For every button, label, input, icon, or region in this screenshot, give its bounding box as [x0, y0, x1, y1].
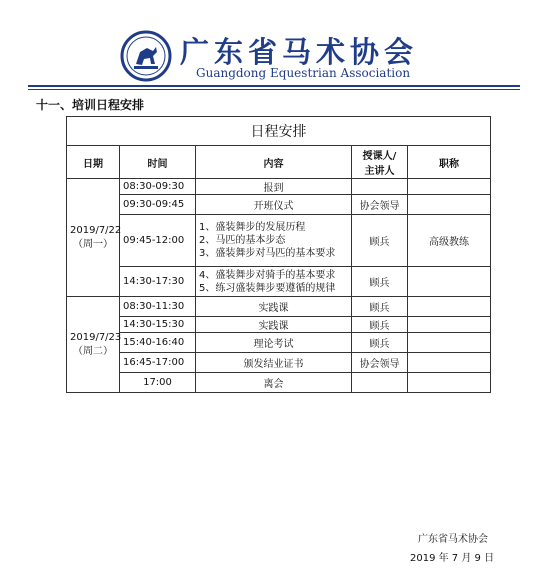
- header-lecturer-line2: 主讲人: [364, 166, 395, 177]
- content-cell: 实践课: [196, 317, 352, 333]
- org-name-chinese: 广东省马术协会: [180, 35, 419, 69]
- day1-date-cell: [67, 179, 120, 297]
- time-cell: 09:45-12:00: [120, 215, 196, 267]
- content-line: 5、练习盛装舞步要遵循的规律: [199, 282, 336, 294]
- lecturer-cell: 顾兵: [352, 333, 408, 353]
- lecturer-cell: [352, 179, 408, 195]
- schedule-table: [66, 116, 490, 418]
- header-divider: [28, 85, 520, 87]
- position-cell: [408, 353, 491, 373]
- content-cell: 颁发结业证书: [196, 353, 352, 373]
- time-cell: 14:30-17:30: [120, 267, 196, 297]
- lecturer-cell: 顾兵: [352, 267, 408, 297]
- table-row: [67, 215, 491, 267]
- content-cell: 离会: [196, 373, 352, 393]
- header-content: 内容: [196, 146, 352, 179]
- table-row: [67, 297, 491, 317]
- position-cell: [408, 317, 491, 333]
- day1-date: 2019/7/22: [70, 224, 122, 236]
- content-line: 2、马匹的基本步态: [199, 235, 286, 246]
- association-emblem-icon: [120, 30, 172, 82]
- time-cell: 08:30-11:30: [120, 297, 196, 317]
- position-cell: [408, 179, 491, 195]
- header-time: 时间: [120, 146, 196, 179]
- lecturer-cell: 顾兵: [352, 215, 408, 267]
- header-lecturer-line1: 授课人/: [362, 151, 397, 162]
- content-cell: 开班仪式: [196, 195, 352, 215]
- content-line: 1、盛装舞步的发展历程: [199, 222, 306, 233]
- section-title: 十一、培训日程安排: [36, 98, 145, 112]
- content-cell: [196, 267, 352, 297]
- content-cell: 报到: [196, 179, 352, 195]
- lecturer-cell: 协会领导: [352, 353, 408, 373]
- header-position: 职称: [408, 146, 491, 179]
- table-row: [67, 195, 491, 215]
- lecturer-cell: [352, 373, 408, 393]
- table-row: [67, 317, 491, 333]
- lecturer-cell: 顾兵: [352, 317, 408, 333]
- table-row: [67, 333, 491, 353]
- lecturer-cell: 顾兵: [352, 297, 408, 317]
- day2-date-cell: [67, 297, 120, 393]
- table-title: 日程安排: [67, 117, 491, 146]
- footer-org-signature: 广东省马术协会: [418, 534, 488, 545]
- time-cell: 15:40-16:40: [120, 333, 196, 353]
- content-cell: 实践课: [196, 297, 352, 317]
- day2-date: 2019/7/23: [70, 331, 122, 343]
- content-line: 3、盛装舞步对马匹的基本要求: [199, 248, 336, 259]
- content-cell: [196, 215, 352, 267]
- lecturer-cell: 协会领导: [352, 195, 408, 215]
- position-cell: [408, 373, 491, 393]
- table-row: [67, 353, 491, 373]
- content-line: 4、盛装舞步对骑手的基本要求: [199, 269, 336, 281]
- time-cell: 16:45-17:00: [120, 353, 196, 373]
- table-row: [67, 267, 491, 297]
- header-date: 日期: [67, 146, 120, 179]
- header-lecturer: [352, 146, 408, 179]
- time-cell: 14:30-15:30: [120, 317, 196, 333]
- time-cell: 08:30-09:30: [120, 179, 196, 195]
- time-cell: 09:30-09:45: [120, 195, 196, 215]
- day1-weekday: （周一）: [73, 238, 113, 250]
- table-row: [67, 373, 491, 393]
- position-cell: 高级教练: [408, 215, 491, 267]
- day2-weekday: （周二）: [73, 345, 113, 357]
- position-cell: [408, 195, 491, 215]
- content-cell: 理论考试: [196, 333, 352, 353]
- org-name-english: Guangdong Equestrian Association: [196, 66, 411, 80]
- position-cell: [408, 297, 491, 317]
- time-cell: 17:00: [120, 373, 196, 393]
- position-cell: [408, 333, 491, 353]
- position-cell: [408, 267, 491, 297]
- footer-date: 2019 年 7 月 9 日: [410, 553, 495, 564]
- header-divider-thin: [28, 89, 520, 90]
- table-row: [67, 179, 491, 195]
